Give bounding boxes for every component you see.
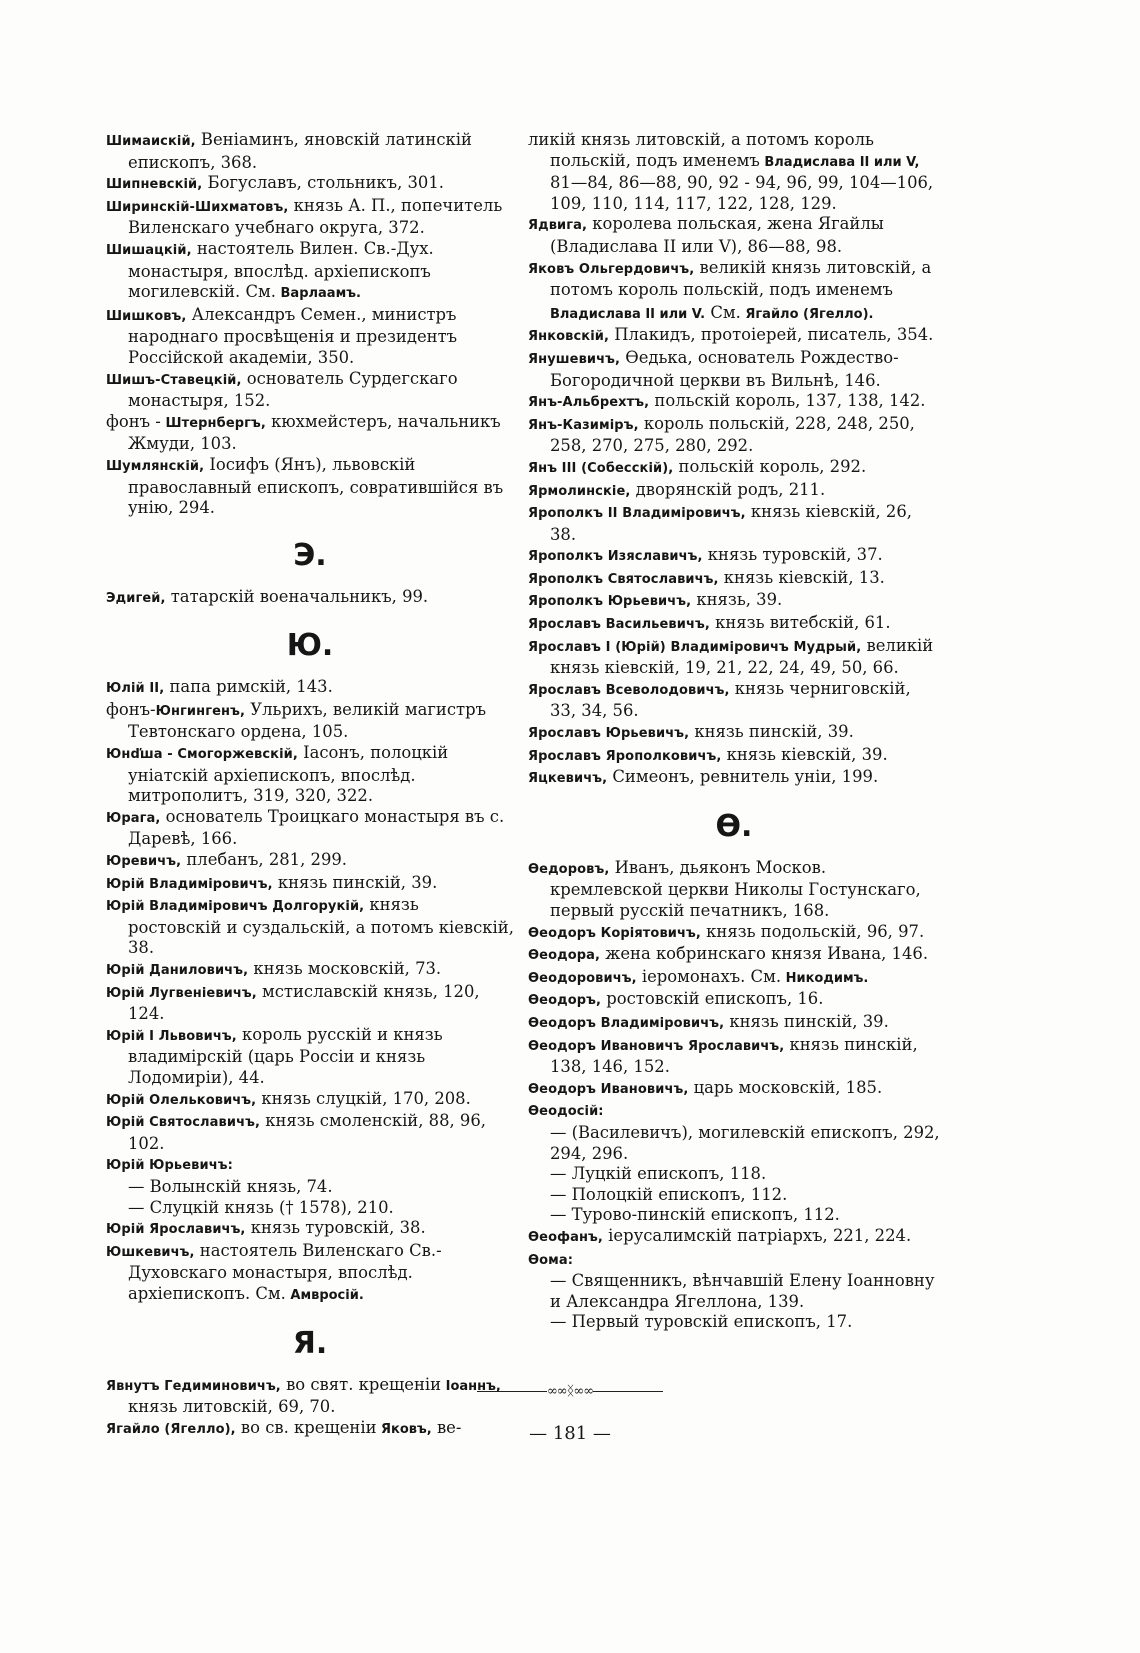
entry-headword: Ширинскій-Шихматовъ, <box>106 199 289 215</box>
entry-headword: Янъ III (Собесскій), <box>528 460 674 476</box>
sub-entry: — Слуцкій князь († 1578), 210. <box>128 1197 394 1217</box>
entry-text: князь литовскій, 69, 70. <box>128 1397 336 1417</box>
entry-text: Өедька, основатель Рождество-Богородичной церкви въ Вильнѣ, 146. <box>550 347 899 390</box>
index-entry <box>528 391 940 414</box>
entry-text: во св. крещеніи <box>235 1417 377 1437</box>
entry-text: Богуславъ, стольникъ, 301. <box>202 173 444 193</box>
entry-text: основатель Сурдегскаго монастыря, 152. <box>128 368 458 411</box>
entry-text: князь, 39. <box>691 590 783 610</box>
entry-bold-ref: Амвросій. <box>285 1287 364 1303</box>
ornament-line-left <box>477 1391 547 1392</box>
entry-headword: Ягайло (Ягелло), <box>106 1421 236 1437</box>
entry-headword: Ярославъ Васильевичъ, <box>528 617 710 633</box>
entry-headword: Ярополкъ Юрьевичъ, <box>528 594 692 610</box>
ornament-line-right <box>593 1391 663 1392</box>
entry-prefix: фонъ - <box>106 411 161 431</box>
entry-headword: Шумлянскій, <box>106 458 205 474</box>
entry-bold-ref: Яковъ, <box>376 1421 432 1437</box>
entry-text: князь кіевскій, 26, 38. <box>550 502 912 544</box>
left-column <box>106 130 514 1440</box>
entry-text: плебанъ, 281, 299. <box>181 850 348 870</box>
entry-text: князь кіевскій, 39. <box>721 744 888 764</box>
section-letter-e: Э. <box>293 537 327 573</box>
entry-text: князь пинскій, 39. <box>272 872 438 892</box>
entry-text: 81—84, 86—88, 90, 92 - 94, 96, 99, 104—106, 109, 110, 114, 117, 122, 128, 129. <box>550 173 934 213</box>
entry-bold-ref: Владислава II или V. <box>550 306 706 322</box>
entry-headword: Ѳеодоръ Корiятовичъ, <box>528 925 701 941</box>
entry-headword: Ярославъ Юрьевичъ, <box>528 726 690 742</box>
entry-text: ликій князь литовскій, а потомъ король польскій, подъ именемъ <box>528 130 874 170</box>
index-entry <box>106 982 514 1025</box>
section-letter-ya: Я. <box>292 1325 328 1361</box>
index-entry <box>106 412 514 455</box>
entry-text: князь слуцкій, 170, 208. <box>256 1088 471 1108</box>
entry-text: царь московскій, 185. <box>688 1077 883 1097</box>
entry-headword: Штернбергъ, <box>160 415 266 431</box>
entry-text: ростовскій епископъ, 16. <box>601 989 824 1009</box>
index-entry <box>106 1025 514 1089</box>
entry-text: кюхмейстеръ, начальникъ Жмуди, 103. <box>128 411 501 454</box>
entry-headword: Шишковъ, <box>106 308 187 324</box>
entry-headword: Ярополкъ Святославичъ, <box>528 571 719 587</box>
ornament-glyphs: ∞∞ᛝ∞∞ <box>546 1384 594 1399</box>
right-column <box>528 130 940 1333</box>
entry-text: Іосифъ (Янъ), львовскій православный епископъ, совратившійся въ унію, 294. <box>128 454 504 518</box>
index-entry <box>528 414 940 457</box>
entry-text: настоятель Вилен. Св.-Дух. монастыря, впослѣд. архіепископъ могилевскій. См. <box>128 238 434 302</box>
index-entry <box>106 959 514 982</box>
index-entry <box>528 767 940 790</box>
entry-text: Плакидъ, протоіерей, писатель, 354. <box>609 325 934 345</box>
index-entry <box>106 130 514 173</box>
entry-headword: Ядвига, <box>528 218 588 234</box>
entry-headword: Шишацкій, <box>106 242 192 258</box>
entry-headword: Ярополкъ Изяславичъ, <box>528 549 703 565</box>
index-entry <box>106 239 514 305</box>
index-entry <box>106 1089 514 1112</box>
entry-text: іерусалимскій патріархъ, 221, 224. <box>602 1225 912 1245</box>
entry-headword: Юрій Лугвеніевичъ, <box>106 985 257 1001</box>
entry-text: Иванъ, дьяконъ Москов. кремлевской церкви Николы Гостунскаго, первый русскій печатникъ, 168. <box>550 857 921 920</box>
entry-headword: Юнďша - Смогоржевскій, <box>106 747 298 763</box>
entry-text: королева польская, жена Ягайлы (Владислава II или V), 86—88, 98. <box>550 214 884 256</box>
entry-headword: Ѳеодоръ, <box>528 993 602 1009</box>
entry-text: князь туровскій, 37. <box>702 545 883 565</box>
index-entry <box>528 214 940 257</box>
entry-headword: Юревичъ, <box>106 854 182 870</box>
index-entry <box>106 873 514 896</box>
entry-headword: Ярмолинскіе, <box>528 483 631 499</box>
entry-headword: Юрій Владиміровичъ Долгорукій, <box>106 899 365 915</box>
entry-text: князь смоленскій, 88, 96, 102. <box>128 1111 486 1153</box>
entry-headword: Ѳеодосій: <box>528 1104 604 1120</box>
entry-headword: Ѳеофанъ, <box>528 1229 603 1245</box>
entry-text: См. <box>705 302 741 322</box>
index-entry <box>106 743 514 807</box>
index-entry <box>106 455 514 519</box>
index-entry <box>528 480 940 503</box>
footer-ornament <box>0 1384 1140 1399</box>
sub-entry: — Полоцкій епископъ, 112. <box>550 1184 788 1204</box>
entry-text: великій князь литовскій, а потомъ король польскій, подъ именемъ <box>550 257 932 300</box>
entry-text: князь подольскій, 96, 97. <box>700 921 925 941</box>
entry-headword: Юрага, <box>106 810 161 826</box>
index-entry <box>528 545 940 568</box>
entry-headword: Ѳеодоръ Ивановичъ, <box>528 1081 689 1097</box>
index-entry <box>528 1249 940 1272</box>
index-entry <box>528 989 940 1012</box>
entry-text: Александръ Семен., министръ народнаго просвѣщенія и президентъ Россійской академіи, 350. <box>128 304 458 367</box>
index-entry <box>106 305 514 369</box>
entry-headword: Юрій Юрьевичъ: <box>106 1158 233 1174</box>
entry-headword: Явнутъ Гедиминовичъ, <box>106 1378 281 1394</box>
entry-text: князь московскій, 73. <box>248 959 442 978</box>
entry-text: польскій король, 292. <box>673 456 867 476</box>
index-entry <box>528 967 940 990</box>
index-entry <box>106 1111 514 1154</box>
entry-text: папа римскій, 143. <box>164 677 333 697</box>
entry-headword: Янъ-Казимiръ, <box>528 417 639 433</box>
entry-text: мстиславскій князь, 120, 124. <box>128 981 480 1024</box>
index-entry <box>528 568 940 591</box>
entry-headword: Ѳеодоръ Владиміровичъ, <box>528 1015 725 1031</box>
sub-entry: — Первый туровскій епископъ, 17. <box>550 1312 853 1332</box>
entry-headword: Ѳеодора, <box>528 948 601 964</box>
entry-headword: Янушевичъ, <box>528 351 621 367</box>
sub-entry: — Священникъ, вѣнчавшій Елену Іоанновну и Александра Ягеллона, 139. <box>550 1271 935 1311</box>
index-entry <box>528 1078 940 1101</box>
index-entry <box>106 1241 514 1307</box>
entry-text: великій князь кіевскій, 19, 21, 22, 24, 49, 50, 66. <box>550 635 934 678</box>
sub-entry: — Волынскій князь, 74. <box>128 1176 333 1196</box>
entry-text: князь черниговскій, 33, 34, 56. <box>550 678 911 721</box>
index-entry <box>106 700 514 743</box>
entry-bold-ref: Іоаннъ, <box>441 1378 501 1394</box>
entry-headword: Юрій I Львовичъ, <box>106 1028 237 1044</box>
index-entry <box>528 745 940 768</box>
index-entry <box>106 173 514 196</box>
entry-text: король польскій, 228, 248, 250, 258, 270, 275, 280, 292. <box>550 413 915 456</box>
entry-text: князь витебскій, 61. <box>709 613 891 633</box>
entry-text: іеромонахъ. См. <box>636 966 782 986</box>
entry-headword: Ярополкъ II Владиміровичъ, <box>528 506 746 522</box>
entry-text: князь пинскій, 138, 146, 152. <box>550 1034 918 1077</box>
entry-headword: Юлій II, <box>106 681 165 697</box>
entry-text: князь ростовскій и суздальскій, а потомъ кіевскій, 38. <box>128 895 514 958</box>
index-entry <box>528 613 940 636</box>
entry-text: Симеонъ, ревнитель уніи, 199. <box>607 767 879 787</box>
entry-text: Ульрихъ, великій магистръ Тевтонскаго ордена, 105. <box>128 699 487 742</box>
entry-text: князь кіевскій, 13. <box>718 567 885 587</box>
sub-entry: — Турово-пинскій епископъ, 112. <box>550 1205 840 1225</box>
entry-bold-ref: Варлаамъ. <box>275 286 361 302</box>
index-entry <box>528 944 940 967</box>
entry-headword: Эдигей, <box>106 590 166 606</box>
entry-bold-ref: Ягайло (Ягелло). <box>740 306 874 322</box>
entry-text: польскій король, 137, 138, 142. <box>649 391 926 411</box>
index-entry <box>528 457 940 480</box>
entry-bold-ref: Никодимъ. <box>781 970 869 986</box>
entry-text: настоятель Виленскаго Св.-Духовскаго монастыря, впослѣд. архіепископъ. См. <box>128 1240 442 1303</box>
index-entry <box>106 807 514 850</box>
index-entry <box>528 590 940 613</box>
index-entry <box>528 1100 940 1123</box>
entry-headword: Ѳеодоровичъ, <box>528 970 637 986</box>
index-entry <box>528 922 940 945</box>
index-entry <box>528 679 940 722</box>
index-entry <box>106 850 514 873</box>
entry-text: князь пинскій, 39. <box>689 722 854 742</box>
entry-headword: Юрій Олельковичъ, <box>106 1092 257 1108</box>
entry-headword: Яковъ Ольгердовичъ, <box>528 261 695 277</box>
index-entry <box>528 325 940 348</box>
entry-text: жена кобринскаго князя Ивана, 146. <box>600 944 929 964</box>
entry-prefix: фонъ- <box>106 699 156 719</box>
index-entry <box>528 722 940 745</box>
entry-text: во свят. крещеніи <box>280 1374 442 1394</box>
entry-headword: Ѳедоровъ, <box>528 861 610 877</box>
entry-headword: Ярославъ Ярополковичъ, <box>528 748 722 764</box>
entry-text: князь А. П., попечитель Виленскаго учебнаго округа, 372. <box>128 195 503 238</box>
entry-headword: Юрій Даниловичъ, <box>106 963 249 978</box>
entry-headword: Ѳеодоръ Ивановичъ Ярославичъ, <box>528 1038 785 1054</box>
section-letter-fita: Ѳ. <box>715 808 753 844</box>
index-entry <box>106 196 514 239</box>
entry-headword: Шипневскій, <box>106 177 203 193</box>
index-entry <box>528 1035 940 1078</box>
entry-text: дворянскій родъ, 211. <box>630 479 826 499</box>
entry-headword: Юрій Владиміровичъ, <box>106 876 273 892</box>
index-entry <box>106 369 514 412</box>
entry-text: князь туровскій, 38. <box>245 1218 426 1238</box>
entry-text: король русскій и князь владимірскій (царь Россіи и князь Лодомиріи), 44. <box>128 1024 443 1087</box>
entry-text: Іасонъ, полоцкій уніатскій архіепископъ, впослѣд. митрополитъ, 319, 320, 322. <box>128 743 449 806</box>
entry-headword: Янковскій, <box>528 329 610 345</box>
entry-headword: Юшкевичъ, <box>106 1244 195 1260</box>
index-entry <box>106 1154 514 1177</box>
index-entry <box>528 258 940 326</box>
index-entry <box>106 1218 514 1241</box>
entry-headword: Юнгингенъ, <box>155 703 246 719</box>
page-number: — 181 — <box>529 1423 611 1444</box>
index-entry <box>528 858 940 922</box>
entry-bold-ref: Владислава II или V, <box>759 154 920 170</box>
index-entry <box>106 587 514 610</box>
entry-text: князь пинскій, 39. <box>724 1011 889 1031</box>
index-entry <box>106 677 514 700</box>
entry-headword: Юрій Ярославичъ, <box>106 1222 246 1238</box>
index-entry <box>528 636 940 679</box>
entry-text: Веніаминъ, яновскій латинскій епископъ, 368. <box>128 130 472 172</box>
index-entry <box>528 502 940 545</box>
entry-headword: Юрій Святославичъ, <box>106 1115 261 1131</box>
sub-entry: — Луцкій епископъ, 118. <box>550 1164 767 1184</box>
entry-text: основатель Троицкаго монастыря въ с. Даревѣ, 166. <box>128 806 505 849</box>
entry-headword: Янъ-Альбрехтъ, <box>528 395 650 411</box>
index-entry <box>528 130 940 214</box>
section-letter-yu: Ю. <box>286 628 334 664</box>
entry-headword: Ярославъ I (Юрій) Владиміровичъ Мудрый, <box>528 639 862 655</box>
entry-headword: Ярославъ Всеволодовичъ, <box>528 682 730 698</box>
index-entry <box>528 348 940 391</box>
sub-entry: — (Василевичъ), могилевскій епископъ, 292, 294, 296. <box>550 1122 940 1163</box>
index-entry <box>528 1226 940 1249</box>
entry-text: ве- <box>431 1417 462 1437</box>
index-entry <box>528 1012 940 1035</box>
entry-text: татарскій военачальникъ, 99. <box>165 586 429 606</box>
entry-headword: Шишъ-Ставецкій, <box>106 372 242 388</box>
entry-headword: Шимаискій, <box>106 134 196 149</box>
entry-headword: Ѳома: <box>528 1252 574 1268</box>
index-entry <box>106 895 514 959</box>
entry-headword: Яцкевичъ, <box>528 771 608 787</box>
